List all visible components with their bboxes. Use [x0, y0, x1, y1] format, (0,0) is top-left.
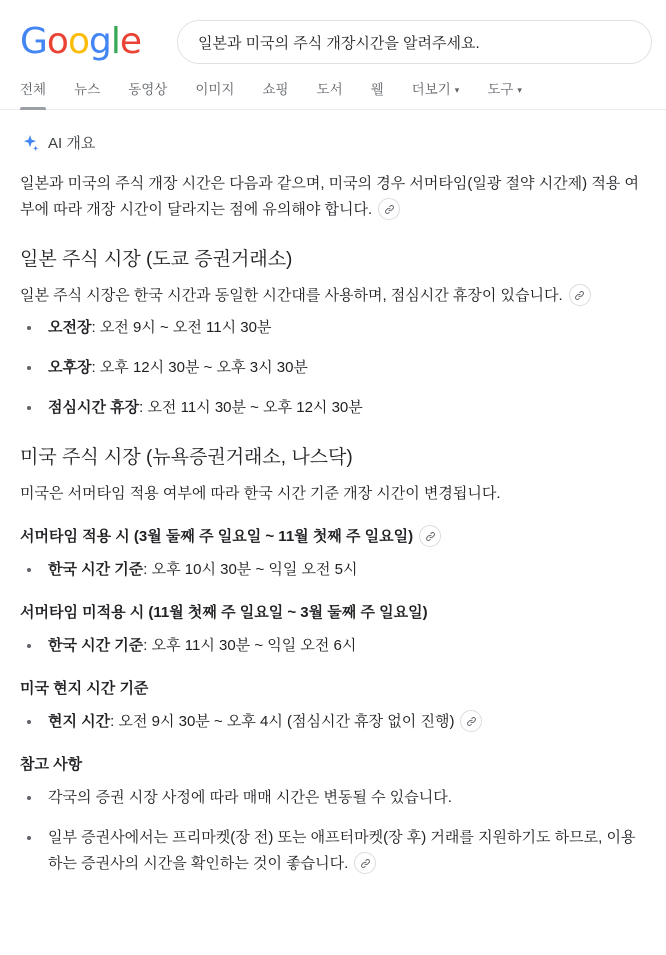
search-bar[interactable]	[177, 20, 652, 64]
logo-letter-e: e	[119, 21, 141, 62]
list-item-label: 현지 시간	[48, 713, 111, 730]
tab-videos[interactable]	[114, 78, 181, 110]
tab-more-label: 더보기	[411, 81, 451, 97]
tab-news[interactable]	[60, 78, 114, 110]
tab-news-label: 뉴스	[74, 81, 101, 97]
list-item	[42, 633, 646, 659]
tab-shopping[interactable]	[248, 78, 302, 110]
list-item-text: 일부 증권사에서는 프리마켓(장 전) 또는 애프터마켓(장 후) 거래를 지원하기도 하므로, 이용하는 증권사의 시간을 확인하는 것이 좋습니다.	[48, 829, 636, 872]
tab-more[interactable]	[398, 78, 474, 110]
list-item	[42, 825, 646, 877]
us-paragraph: 미국은 서머타임 적용 여부에 따라 한국 시간 기준 개장 시간이 변경됩니다.	[20, 485, 501, 502]
list-item	[42, 355, 646, 381]
section-heading-us: 미국 주식 시장 (뉴욕증권거래소, 나스닥)	[20, 447, 353, 468]
us-dst-heading	[20, 525, 646, 549]
source-link-icon[interactable]	[354, 852, 376, 874]
source-link-icon[interactable]	[378, 198, 400, 220]
us-local-heading: 미국 현지 시간 기준	[20, 680, 149, 697]
tab-all-label: 전체	[20, 81, 47, 97]
tab-books[interactable]	[303, 78, 357, 110]
tab-images-label: 이미지	[195, 81, 235, 97]
list-item	[42, 709, 646, 735]
logo-letter-g1: G	[20, 21, 47, 62]
logo-letter-o2: o	[67, 21, 89, 62]
japan-paragraph-text: 일본 주식 시장은 한국 시간과 동일한 시간대를 사용하며, 점심시간 휴장이 있습니다.	[20, 287, 563, 304]
notes-list	[20, 785, 646, 877]
list-item-label: 오전장	[48, 319, 92, 336]
japan-hours-list	[20, 315, 646, 421]
tab-books-label: 도서	[316, 81, 343, 97]
list-item-text: 각국의 증권 시장 사정에 따라 매매 시간은 변동될 수 있습니다.	[48, 789, 452, 806]
list-item-text: : 오후 11시 30분 ~ 익일 오전 6시	[143, 637, 357, 654]
section-heading-japan: 일본 주식 시장 (도쿄 증권거래소)	[20, 249, 293, 270]
list-item-text: : 오전 9시 30분 ~ 오후 4시 (점심시간 휴장 없이 진행)	[110, 713, 455, 730]
ai-overview-header	[20, 132, 646, 153]
tab-web[interactable]	[357, 78, 398, 110]
tab-web-label: 웰	[370, 81, 384, 97]
tab-tools[interactable]	[473, 78, 536, 110]
tab-videos-label: 동영상	[128, 81, 168, 97]
search-input[interactable]	[196, 33, 633, 52]
us-local-list	[20, 709, 646, 735]
list-item	[42, 395, 646, 421]
logo-letter-l: l	[110, 21, 120, 62]
ai-intro-text: 일본과 미국의 주식 개장 시간은 다음과 같으며, 미국의 경우 서머타임(일광 절약 시간제) 적용 여부에 따라 개장 시간이 달라지는 점에 유의해야 합니다.	[20, 175, 639, 218]
list-item-text: : 오후 12시 30분 ~ 오후 3시 30분	[91, 359, 308, 376]
result-tabs	[0, 68, 666, 110]
source-link-icon[interactable]	[569, 284, 591, 306]
tab-tools-label: 도구	[487, 81, 514, 97]
us-nodst-list	[20, 633, 646, 659]
logo-letter-g2: g	[88, 21, 111, 62]
section-heading-notes: 참고 사항	[20, 756, 83, 773]
us-dst-heading-text: 서머타임 적용 시 (3월 둘째 주 일요일 ~ 11월 첫째 주 일요일)	[20, 528, 414, 545]
chevron-down-icon: ▾	[517, 84, 522, 95]
us-dst-list	[20, 557, 646, 583]
ai-overview-panel	[0, 110, 666, 921]
source-link-icon[interactable]	[460, 710, 482, 732]
list-item-label: 점심시간 휴장	[48, 399, 140, 416]
list-item	[42, 557, 646, 583]
list-item-label: 한국 시간 기준	[48, 561, 144, 578]
list-item-label: 오후장	[48, 359, 92, 376]
source-link-icon[interactable]	[419, 525, 441, 547]
list-item	[42, 315, 646, 341]
list-item-label: 한국 시간 기준	[48, 637, 144, 654]
tab-images[interactable]	[181, 78, 248, 110]
ai-overview-title: AI 개요	[48, 135, 96, 152]
us-nodst-heading: 서머타임 미적용 시 (11월 첫째 주 일요일 ~ 3월 둘째 주 일요일)	[20, 604, 428, 621]
list-item-text: : 오전 9시 ~ 오전 11시 30분	[91, 319, 272, 336]
tab-shopping-label: 쇼핑	[262, 81, 289, 97]
list-item-text: : 오후 10시 30분 ~ 익일 오전 5시	[143, 561, 358, 578]
chevron-down-icon: ▾	[454, 84, 460, 95]
list-item-text: : 오전 11시 30분 ~ 오후 12시 30분	[139, 399, 363, 416]
google-logo[interactable]	[14, 21, 141, 62]
japan-paragraph	[20, 283, 646, 309]
logo-letter-o1: o	[46, 21, 68, 62]
sparkle-icon	[20, 133, 40, 153]
list-item	[42, 785, 646, 811]
page-header	[0, 0, 666, 68]
ai-intro-paragraph	[20, 171, 646, 223]
tab-all[interactable]	[14, 78, 60, 110]
